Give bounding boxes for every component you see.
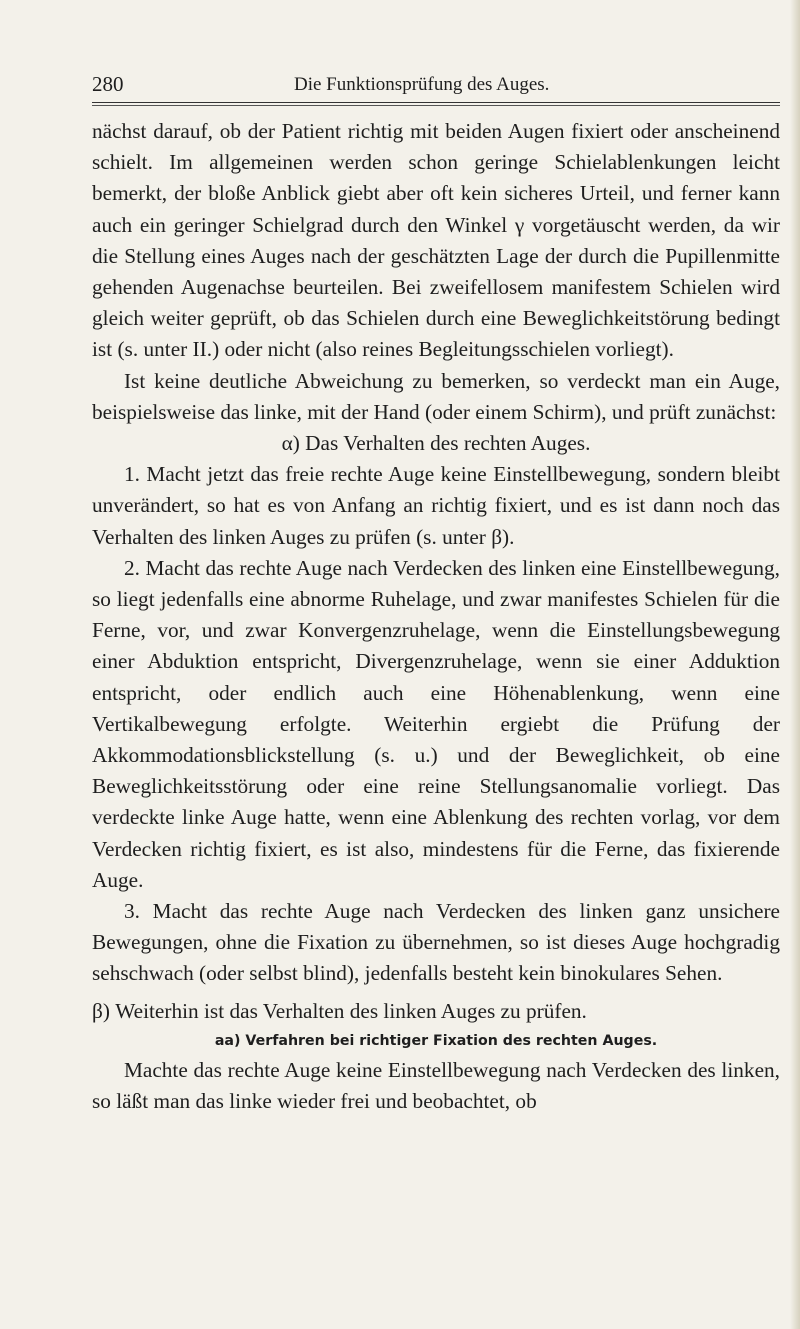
section-heading-beta: β) Weiterhin ist das Verhalten des linken Auges zu prüfen. [92, 998, 587, 1023]
paragraph-case-2: 2. Macht das rechte Auge nach Verdecken des linken eine Einstellbewegung, so liegt jedenfalls eine abnorme Ruhelage, und zwar manifestes Schielen für die Ferne, vor, und zwar Konvergenzruhelage, wenn die Einstellungsbewegung einer Abduktion entspricht, Divergenzruhelage, wenn sie einer Adduktion entspricht, oder endlich auch eine Höhenablenkung, wenn eine Vertikalbewegung erfolgte. Weiterhin ergiebt die Prüfung der Akkommodationsblickstellung (s. u.) und der Beweglichkeit, ob eine Beweglichkeitsstörung oder eine reine Stellungsanomalie vorliegt. Das verdeckte linke Auge hatte, wenn eine Ablenkung des rechten vorlag, vor dem Verdecken richtig fixiert, es ist also, mindestens für die Ferne, das fixierende Auge. [92, 555, 780, 892]
page-number: 280 [92, 72, 124, 96]
paragraph-cover-eye: Ist keine deutliche Abweichung zu bemerken, so verdeckt man ein Auge, beispielsweise das linke, mit der Hand (oder einem Schirm), und prüft zunächst: [92, 368, 780, 424]
page-edge-shadow [790, 0, 800, 1329]
paragraph-case-3: 3. Macht das rechte Auge nach Verdecken des linken ganz unsichere Bewegungen, ohne die Fixation zu übernehmen, so ist dieses Auge hochgradig sehschwach (oder selbst blind), jedenfalls besteht kein binokulares Sehen. [92, 899, 780, 986]
header-rule-double [92, 105, 780, 106]
paragraph-case-1: 1. Macht jetzt das freie rechte Auge keine Einstellbewegung, sondern bleibt unverändert, so hat es von Anfang an richtig fixiert, und es ist dann noch das Verhalten des linken Auges zu prüfen (s. unter β). [92, 462, 780, 549]
section-heading-alpha: α) Das Verhalten des rechten Auges. [281, 431, 591, 456]
paragraph-final: Machte das rechte Auge keine Einstellbewegung nach Verdecken des linken, so läßt man das linke wieder frei und beobachtet, ob [92, 1057, 780, 1114]
page-header [0, 72, 800, 104]
subheading-aa: aa) Verfahren bei richtiger Fixation des rechten Auges. [214, 1032, 658, 1049]
paragraph-intro: nächst darauf, ob der Patient richtig mit beiden Augen fixiert oder anscheinend schielt. Im allgemeinen werden schon geringe Schielablenkungen leicht bemerkt, der bloße Anblick giebt aber oft kein sicheres Urteil, und ferner kann auch ein geringer Schielgrad durch den Winkel γ vorgetäuscht werden, da wir die Stellung eines Auges nach der geschätzten Lage der durch die Pupillenmitte gehenden Augenachse beurteilen. Bei zweifellosem manifestem Schielen wird gleich weiter geprüft, ob das Schielen durch eine Beweglichkeitstörung bedingt ist (s. unter II.) oder nicht (also reines Begleitungsschielen vorliegt). [92, 119, 780, 362]
body-text [92, 116, 780, 1117]
header-rule [92, 102, 780, 103]
running-title: Die Funktionsprüfung des Auges. [294, 74, 550, 95]
